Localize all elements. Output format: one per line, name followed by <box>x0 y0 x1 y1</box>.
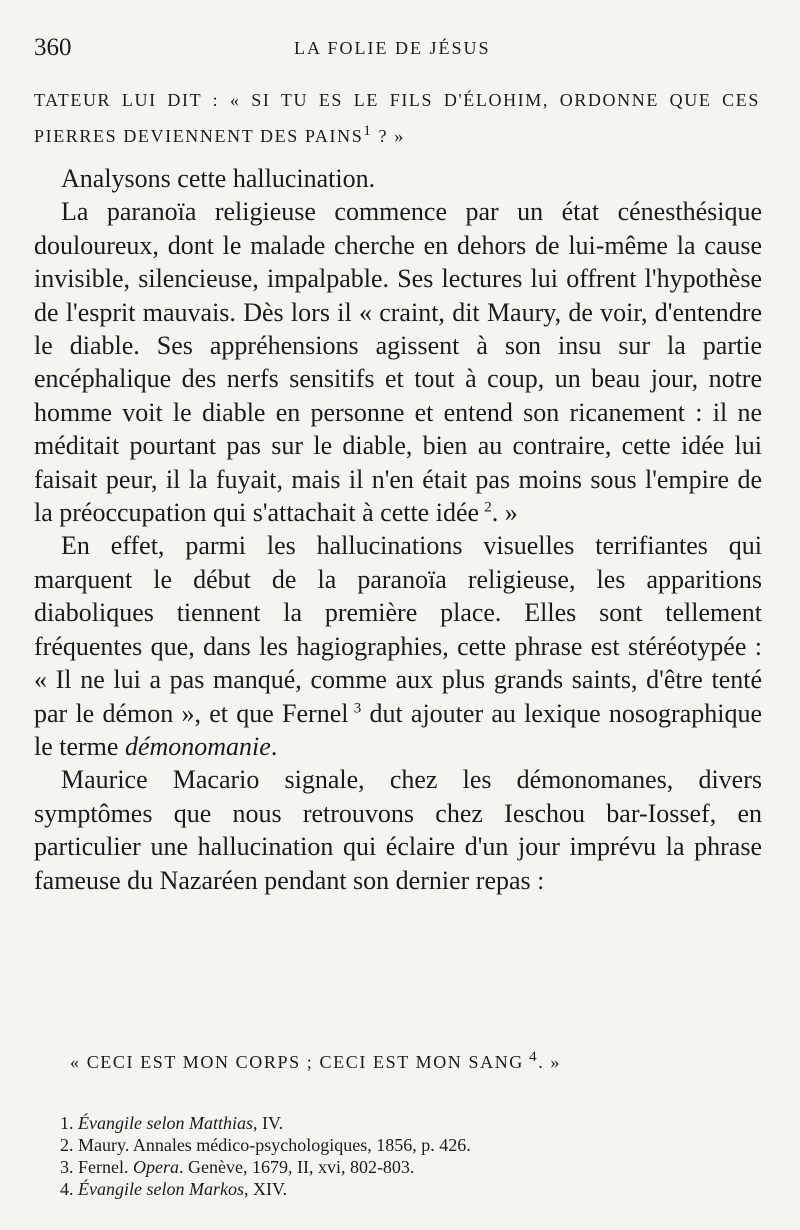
paragraph-1: Analysons cette hallucination. <box>61 164 376 193</box>
closing-quote <box>70 1049 562 1073</box>
footnote-number: 3. <box>60 1157 74 1177</box>
footnote-text: , XIV. <box>243 1179 288 1199</box>
footnote-number: 4. <box>60 1179 74 1199</box>
paragraph-4: Maurice Macario signale, chez les démonomanes, divers symptômes que nous retrouvons chez Ieschou bar-Iossef, en particulier une hallucination qui éclaire d'un jour imprévu la phrase fameuse du Nazaréen pendant son dernier repas : <box>34 765 762 895</box>
footnote-title: Opera <box>132 1157 179 1177</box>
paragraph-2 <box>34 195 762 529</box>
paragraph-3 <box>34 529 762 763</box>
footnote-ref-1: 1 <box>363 123 373 139</box>
footnote-4 <box>60 1178 660 1200</box>
opening-quote-text: TATEUR LUI DIT : « SI TU ES LE FILS D'ÉLOHIM, ORDONNE QUE CES PIERRES DEVIENNENT DES PAINS <box>34 90 760 146</box>
footnote-ref-3: 3 <box>353 699 362 716</box>
closing-quote-end: . » <box>538 1052 562 1072</box>
opening-quote <box>34 82 760 154</box>
running-head <box>34 34 760 64</box>
footnote-text: , IV. <box>252 1113 284 1133</box>
footnote-text: Fernel. <box>78 1157 133 1177</box>
footnote-title: Évangile selon Matthias <box>78 1113 253 1133</box>
footnote-3 <box>60 1156 660 1178</box>
footnote-number: 2. <box>60 1135 74 1155</box>
footnote-title: Évangile selon Markos <box>78 1179 244 1199</box>
opening-quote-closing: ? » <box>372 126 405 146</box>
running-title: LA FOLIE DE JÉSUS <box>294 38 491 58</box>
footnote-ref-2: 2 <box>484 499 492 516</box>
closing-quote-text: « CECI EST MON CORPS ; CECI EST MON SANG <box>70 1052 524 1072</box>
page-number: 360 <box>34 34 72 61</box>
paragraph-3-text-2: dut ajouter au lexique nosographique le terme <box>34 698 763 761</box>
footnote-2 <box>60 1134 660 1156</box>
paragraph-3-end: . <box>270 731 278 761</box>
body-text <box>34 162 762 897</box>
footnote-1 <box>60 1112 660 1134</box>
footnote-text: Maury. Annales médico-psychologiques, 1856, p. 426. <box>78 1135 471 1155</box>
footnote-number: 1. <box>60 1113 74 1133</box>
footnote-ref-4: 4 <box>529 1049 539 1065</box>
term-demonomanie: démonomanie <box>124 731 271 761</box>
paragraph-2-text: La paranoïa religieuse commence par un état cénesthésique douloureux, dont le malade cherche en dehors de lui-même la cause invisible, silencieuse, impalpable. Ses lectures lui offrent l'hypothèse de l'esprit mauvais. Dès lors il « craint, dit Maury, de voir, d'entendre le diable. Ses appréhensions agissent à son insu sur la partie encéphalique des nerfs sensitifs et tout à coup, un beau jour, notre homme voit le diable en personne et entend son ricanement : il ne méditait pourtant pas sur le diable, bien au contraire, cette idée lui faisait peur, il la fuyait, mais il n'en était pas moins sous l'empire de la préoccupation qui s'attachait à cette idée <box>34 197 762 528</box>
paragraph-3-text: En effet, parmi les hallucinations visuelles terrifiantes qui marquent le début de la paranoïa religieuse, les apparitions diaboliques tiennent la première place. Elles sont tellement fréquentes que, dans les hagiographies, cette phrase est stéréotypée : « Il ne lui a pas manqué, comme aux plus grands saints, d'être tenté par le démon », et que Fernel <box>34 531 762 728</box>
paragraph-2-end: . » <box>491 498 518 528</box>
footnotes <box>60 1112 660 1200</box>
footnote-text-2: . Genève, 1679, II, xvi, 802-803. <box>178 1157 415 1177</box>
